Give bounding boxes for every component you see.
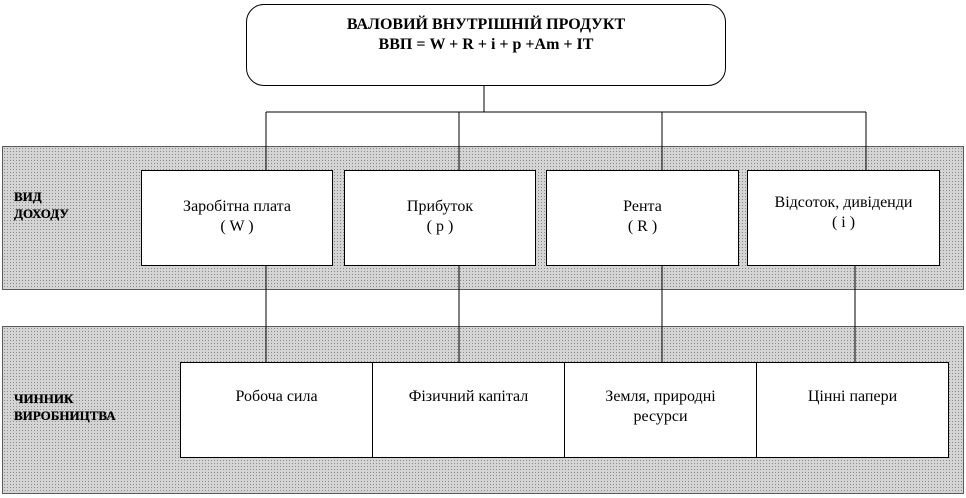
income-symbol: ( W ) (220, 218, 254, 235)
production-factor-label-line1: ЧИННИК (14, 391, 74, 406)
factor-cell-securities (757, 363, 948, 457)
income-box-profit (344, 170, 536, 266)
income-name: Рента (623, 198, 662, 215)
factor-cell-labor (181, 363, 373, 457)
factor-line1: Земля, природні (605, 388, 716, 405)
income-box-rent (546, 170, 739, 266)
income-type-label (14, 188, 69, 222)
production-factor-label-line2: ВИРОБНИЦТВА (14, 408, 116, 423)
income-name: Відсоток, дивіденди (774, 194, 913, 211)
factor-cell-land (565, 363, 757, 457)
gdp-title: ВАЛОВИЙ ВНУТРІШНІЙ ПРОДУКТ (346, 16, 626, 33)
factor-line1: Фізичний капітал (408, 388, 529, 405)
factor-line1: Робоча сила (235, 388, 318, 405)
factor-line2: ресурси (633, 408, 688, 425)
income-box-wages (141, 170, 333, 266)
income-type-label-line1: ВИД (14, 189, 42, 204)
gdp-box (246, 4, 726, 86)
production-factor-label (14, 390, 116, 424)
income-box-interest (747, 170, 940, 266)
income-symbol: ( R ) (627, 218, 658, 235)
gdp-formula: ВВП = W + R + i + p +Am + IT (378, 36, 594, 53)
factor-cell-capital (373, 363, 565, 457)
income-symbol: ( p ) (426, 218, 454, 235)
income-type-label-line2: ДОХОДУ (14, 206, 69, 221)
factor-row (180, 362, 949, 458)
income-symbol: ( i ) (831, 214, 856, 231)
income-name: Заробітна плата (183, 198, 291, 215)
factor-line1: Цінні папери (807, 388, 898, 405)
income-name: Прибуток (406, 198, 474, 215)
